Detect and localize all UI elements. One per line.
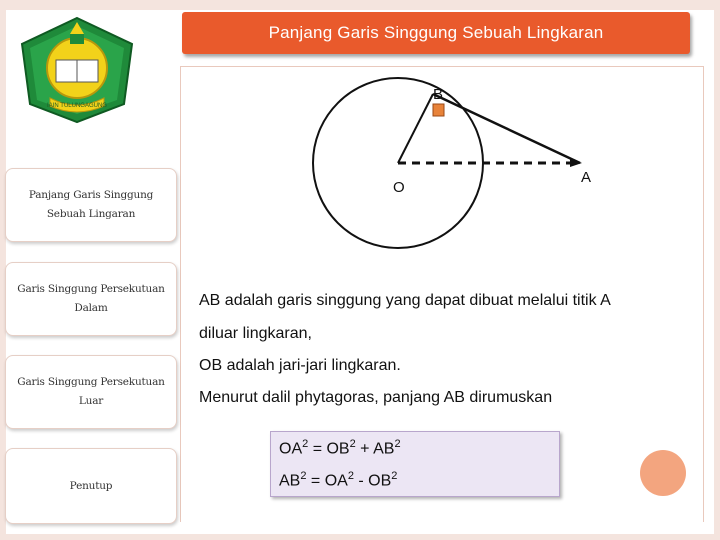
description-line-3: OB adalah jari-jari lingkaran.: [199, 357, 401, 374]
content-border-top: [180, 66, 704, 67]
nav-item-label-line1: Garis Singgung Persekutuan: [17, 283, 165, 295]
university-emblem-icon: [12, 16, 142, 126]
nav-item-label-line1: Garis Singgung Persekutuan: [17, 376, 165, 388]
nav-item-label-line2: Luar: [78, 395, 104, 407]
nav-item-persekutuan-dalam[interactable]: [5, 262, 177, 336]
formula-box: [270, 431, 560, 497]
frame-top: [0, 0, 720, 10]
nav-item-panjang-garis-singgung[interactable]: [5, 168, 177, 242]
nav-item-label-line1: Panjang Garis Singgung: [28, 189, 154, 201]
formula-pythagoras: $OA^2 = OB^2 + AB^2$: [279, 438, 401, 458]
tangent-diagram: [300, 70, 620, 270]
content-border-left: [180, 66, 181, 522]
nav-item-penutup[interactable]: [5, 448, 177, 524]
description-line-1: AB adalah garis singgung yang dapat dibuat melalui titik A: [199, 292, 611, 309]
label-o: O: [393, 179, 405, 196]
frame-right: [714, 0, 720, 540]
logo-banner-text: IAIN TULUNGAGUNG: [47, 103, 107, 109]
decorative-circle: [640, 450, 686, 496]
nav-item-persekutuan-luar[interactable]: [5, 355, 177, 429]
label-b: B: [433, 86, 444, 103]
nav-item-label-line2: Sebuah Lingaran: [46, 208, 136, 220]
label-a: A: [581, 169, 592, 186]
right-angle-marker: [433, 104, 444, 116]
frame-bottom: [0, 534, 720, 540]
nav-item-label-line2: Dalam: [74, 302, 108, 314]
university-logo: [12, 16, 142, 126]
title-bar: [182, 12, 690, 54]
tangent-ab: [433, 94, 580, 163]
point-a-marker: [570, 158, 582, 167]
content-border-right: [703, 66, 704, 522]
slide-title: Panjang Garis Singgung Sebuah Lingkaran: [268, 23, 604, 42]
formula-tangent-length: $AB^2 = OA^2 - OB^2$: [279, 470, 398, 490]
description-line-4: Menurut dalil phytagoras, panjang AB dirumuskan: [199, 389, 553, 406]
nav-item-label-line1: Penutup: [69, 479, 113, 492]
description-line-2: diluar lingkaran,: [199, 325, 312, 342]
radius-ob: [398, 94, 433, 163]
